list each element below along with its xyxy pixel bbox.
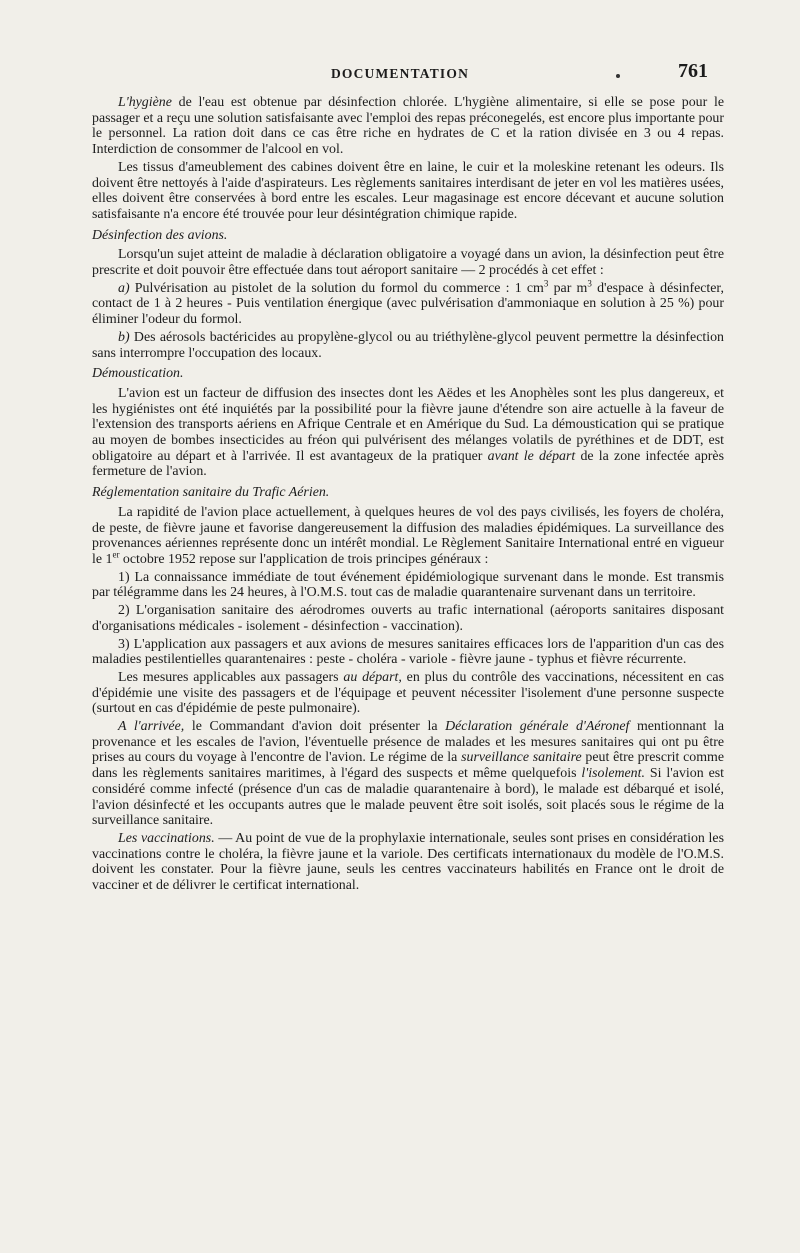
paragraph-departure-measures: Les mesures applicables aux passagers au départ, en plus du contrôle des vaccinations, nécessitent en cas d'épidémie une visite des passagers et de l'équipage et peuvent nécessiter l'isolement d'une personne suspecte (surtout en cas d'épidémie de peste pulmonaire). [92, 669, 725, 717]
paragraph-arrival-measures: A l'arrivée, le Commandant d'avion doit présenter la Déclaration générale d'Aéronef mentionnant la provenance et les escales de l'avion, l'éventuelle présence de malades et les mesures sanitaires qui ont pu être prises au cours du voyage à l'encontre de l'avion. Le régime de la surveillance sanitaire peut être prescrit comme dans les règlements sanitaires maritimes, à l'égard des suspects et même quelquefois l'isolement. Si l'avion est considéré comme infecté (présence d'un cas de maladie quarantenaire à bord), le malade est débarqué et isolé, l'avion désinfecté et les occupants autres que le malade peuvent être soit isolés, soit placés sous le régime de la surveillance sanitaire. [92, 719, 724, 829]
paragraph-procedure-b: b) Des aérosols bactéricides au propylène-glycol ou au triéthylène-glycol peuvent permettre la désinfection sans interrompre l'occupation des locaux. [92, 329, 724, 361]
paragraph-principle-2: 2) L'organisation sanitaire des aérodromes ouverts au trafic international (aéroports sanitaires disposant d'organisations médicales - isolement - désinfection - vaccination). [92, 603, 724, 634]
section-heading-reglementation: Réglementation sanitaire du Trafic Aérien. [92, 485, 330, 501]
paragraph-desinfection-intro: Lorsqu'un sujet atteint de maladie à déclaration obligatoire a voyagé dans un avion, la désinfection peut être prescrite et doit pouvoir être effectuée dans tout aéroport sanitaire — 2 procédés à cet effet : [92, 247, 724, 279]
section-heading-demoustication: Démoustication. [92, 366, 184, 382]
section-heading-desinfection: Désinfection des avions. [92, 227, 228, 243]
paragraph-hygiene: L'hygiène de l'eau est obtenue par désinfection chlorée. L'hygiène alimentaire, si elle se pose pour le passager et a reçu une solution satisfaisante avec l'emploi des repas préconegelés, est encore plus importante pour le personnel. La ration doit dans ce cas être riche en hydrates de C et la ration divisée en 3 ou 4 repas. Interdiction de consommer de l'alcool en vol. [92, 95, 724, 158]
italic-term: L'hygiène [118, 95, 172, 110]
running-head: DOCUMENTATION [330, 66, 470, 81]
paragraph-procedure-a: a) Pulvérisation au pistolet de la solution du formol du commerce : 1 $cm^3$ par $m^3$ d'espace à désinfecter, contact de 1 à 2 heures - Puis ventilation énergique (avec pulvérisation d'ammoniaque en solution à 25 %) pour éliminer l'odeur du formol. [92, 278, 724, 328]
page-header [0, 60, 800, 90]
paragraph-demoustication: L'avion est un facteur de diffusion des insectes dont les Aëdes et les Anophèles sont les plus dangereux, et les hygiénistes ont été inquiétés par la possibilité pour la fièvre jaune d'étendre son aire actuelle à la faveur de l'extension des transports aériens en Afrique Centrale et en Amérique du Sud. La démoustication qui se pratique au moyen de bombes insecticides au fréon qui pulvérisent des mélanges volatils de pyréthines et de DDT, est obligatoire au départ et à l'arrivée. Il est avantageux de la pratiquer avant le départ de la zone infectée après fermeture de l'avion. [92, 385, 724, 480]
paragraph-cabin-fabrics: Les tissus d'ameublement des cabines doivent être en laine, le cuir et la moleskine retenant les odeurs. Ils doivent être nettoyés à l'aide d'aspirateurs. Les règlements sanitaires interdisant de jeter en vol les matières usées, elles doivent être conservées à bord entre les escales. Leur magasinage est encore décevant et aucune solution satisfaisante n'a encore été trouvée pour leur désintégration chimique rapide. [92, 159, 724, 222]
paragraph-principle-3: 3) L'application aux passagers et aux avions de mesures sanitaires efficaces lors de l'apparition d'un cas des maladies pestilentielles quarantenaires : peste - choléra - variole - fièvre jaune - typhus et fièvre récurrente. [92, 636, 724, 668]
body-text [92, 95, 724, 894]
paragraph-principle-1: 1) La connaissance immédiate de tout événement épidémiologique survenant dans le monde. Est transmis par télégramme dans les 24 heures, à l'O.M.S. tout cas de maladie quarantenaire survenant dans un territoire. [92, 569, 724, 601]
paragraph-reglementation-intro: La rapidité de l'avion place actuellement, à quelques heures de vol des pays civilisés, les foyers de choléra, de peste, de fièvre jaune et favorise dangereusement la diffusion des maladies épidémiques. La surveillance des provenances aériennes représente donc un intérêt mondial. Le Règlement Sanitaire International entré en vigueur le 1er octobre 1952 repose sur l'application de trois principes généraux : [92, 504, 724, 567]
paragraph-vaccinations: Les vaccinations. — Au point de vue de la prophylaxie internationale, seules sont prises en considération les vaccinations contre le choléra, la fièvre jaune et la variole. Des certificats internationaux du modèle de l'O.M.S. doivent les constater. Pour la fièvre jaune, seuls les centres vaccinateurs habilités en France ont le droit de vacciner et de délivrer le certificat international. [92, 830, 724, 894]
page-number: 761 [678, 60, 708, 82]
